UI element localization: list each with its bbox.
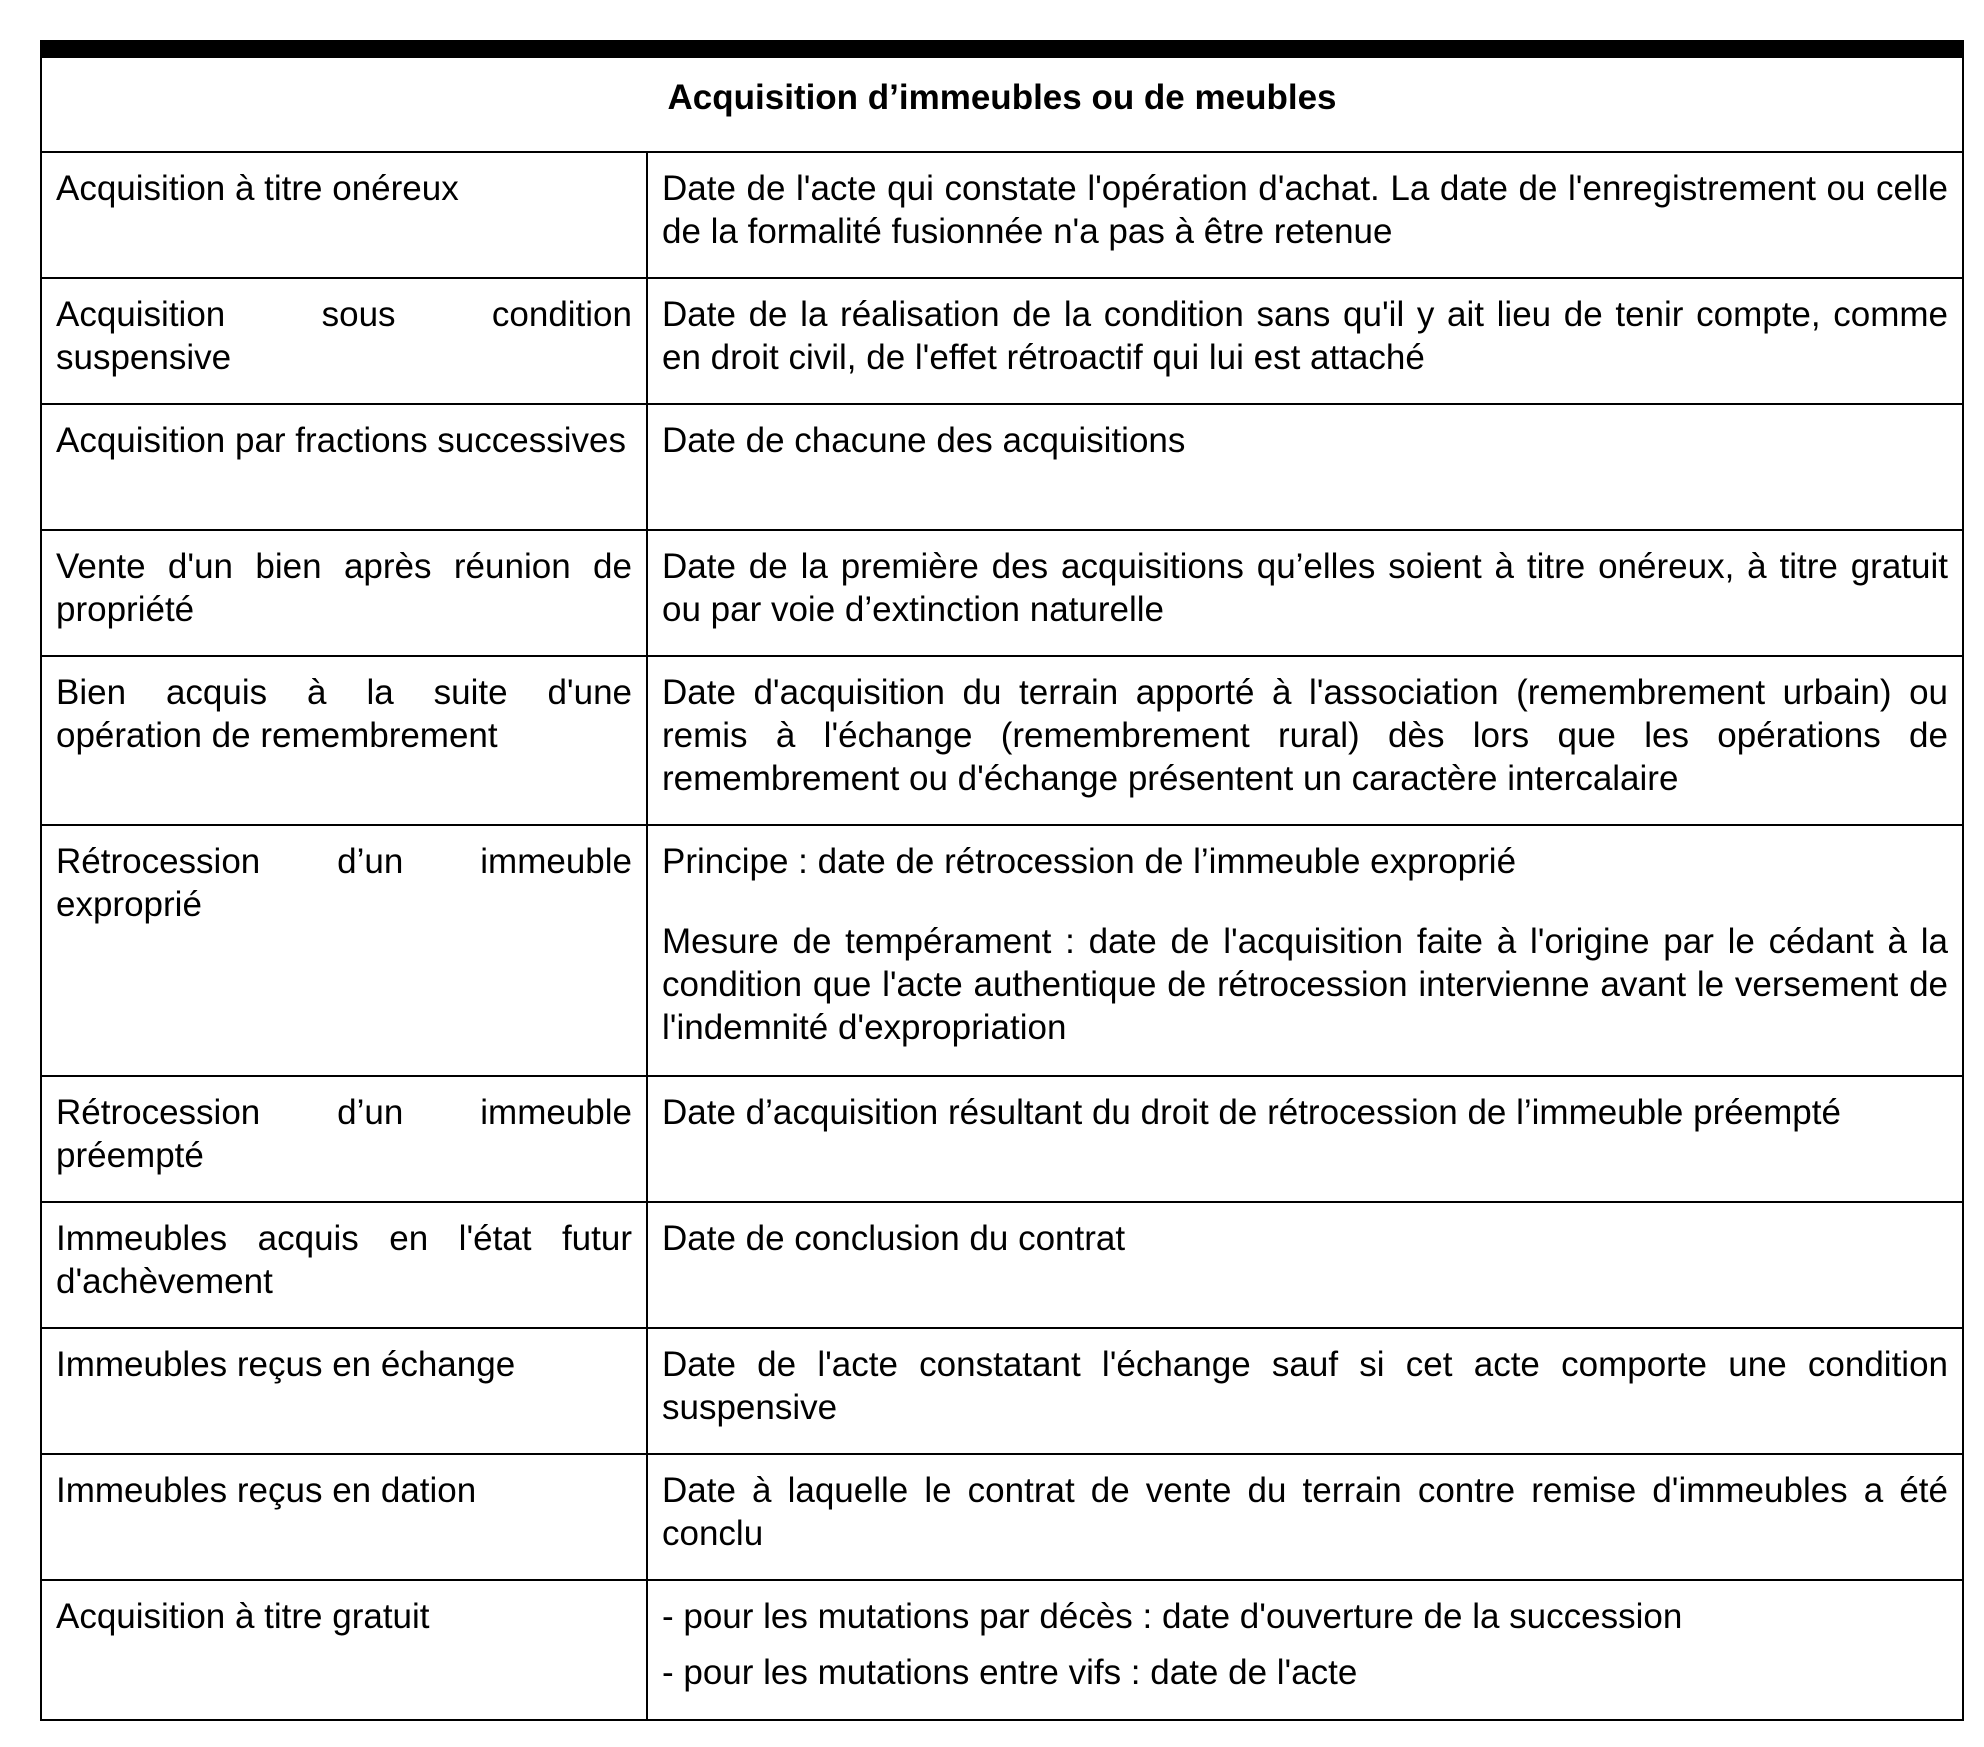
description-paragraph: - pour les mutations par décès : date d'ouverture de la succession	[662, 1597, 1683, 1636]
table-row	[41, 1076, 1963, 1202]
row-description	[647, 278, 1963, 404]
table-header-row	[41, 49, 1963, 152]
table-row	[41, 278, 1963, 404]
row-label: Acquisition à titre gratuit	[41, 1580, 647, 1720]
description-paragraph: Date de la première des acquisitions qu’elles soient à titre onéreux, à titre gratuit ou par voie d’extinction naturelle	[662, 547, 1948, 629]
row-description	[647, 1328, 1963, 1454]
row-description	[647, 825, 1963, 1076]
description-paragraph: Date d’acquisition résultant du droit de rétrocession de l’immeuble préempté	[662, 1093, 1841, 1132]
row-description	[647, 152, 1963, 278]
row-label: Vente d'un bien après réunion de propriété	[41, 530, 647, 656]
table-row	[41, 1580, 1963, 1720]
description-paragraph: Date d'acquisition du terrain apporté à l'association (remembrement urbain) ou remis à l'échange (remembrement rural) dès lors que les opérations de remembrement ou d'échange présentent un caractère intercalaire	[662, 673, 1948, 798]
row-label: Bien acquis à la suite d'une opération de remembrement	[41, 656, 647, 825]
row-description	[647, 1454, 1963, 1580]
description-paragraph: Date à laquelle le contrat de vente du terrain contre remise d'immeubles a été conclu	[662, 1471, 1948, 1553]
table-row	[41, 1202, 1963, 1328]
acquisition-dates-table	[40, 40, 1964, 1721]
description-paragraph: Date de conclusion du contrat	[662, 1219, 1126, 1258]
row-label: Immeubles reçus en échange	[41, 1328, 647, 1454]
row-description	[647, 1202, 1963, 1328]
row-label: Immeubles reçus en dation	[41, 1454, 647, 1580]
row-label: Acquisition par fractions successives	[41, 404, 647, 530]
row-description	[647, 1580, 1963, 1720]
row-label: Rétrocession d’un immeuble exproprié	[41, 825, 647, 1076]
description-paragraph: - pour les mutations entre vifs : date de l'acte	[662, 1653, 1358, 1692]
row-label: Acquisition sous condition suspensive	[41, 278, 647, 404]
row-description	[647, 530, 1963, 656]
description-paragraph: Date de la réalisation de la condition sans qu'il y ait lieu de tenir compte, comme en droit civil, de l'effet rétroactif qui lui est attaché	[662, 295, 1948, 377]
table-row	[41, 825, 1963, 1076]
row-label: Acquisition à titre onéreux	[41, 152, 647, 278]
row-description	[647, 404, 1963, 530]
table-row	[41, 404, 1963, 530]
row-description	[647, 656, 1963, 825]
description-paragraph: Date de chacune des acquisitions	[662, 421, 1186, 460]
description-paragraph: Date de l'acte constatant l'échange sauf si cet acte comporte une condition suspensive	[662, 1345, 1948, 1427]
description-paragraph: Date de l'acte qui constate l'opération d'achat. La date de l'enregistrement ou celle de la formalité fusionnée n'a pas à être retenue	[662, 169, 1948, 251]
table-title: Acquisition d’immeubles ou de meubles	[41, 49, 1963, 152]
row-label: Immeubles acquis en l'état futur d'achèvement	[41, 1202, 647, 1328]
table-row	[41, 1454, 1963, 1580]
table-row	[41, 530, 1963, 656]
table-row	[41, 152, 1963, 278]
description-paragraph: Principe : date de rétrocession de l’immeuble exproprié	[662, 842, 1517, 881]
table-row	[41, 1328, 1963, 1454]
row-description	[647, 1076, 1963, 1202]
row-label: Rétrocession d’un immeuble préempté	[41, 1076, 647, 1202]
table-row	[41, 656, 1963, 825]
description-paragraph: Mesure de tempérament : date de l'acquisition faite à l'origine par le cédant à la condition que l'acte authentique de rétrocession intervienne avant le versement de l'indemnité d'expropriation	[662, 922, 1948, 1047]
